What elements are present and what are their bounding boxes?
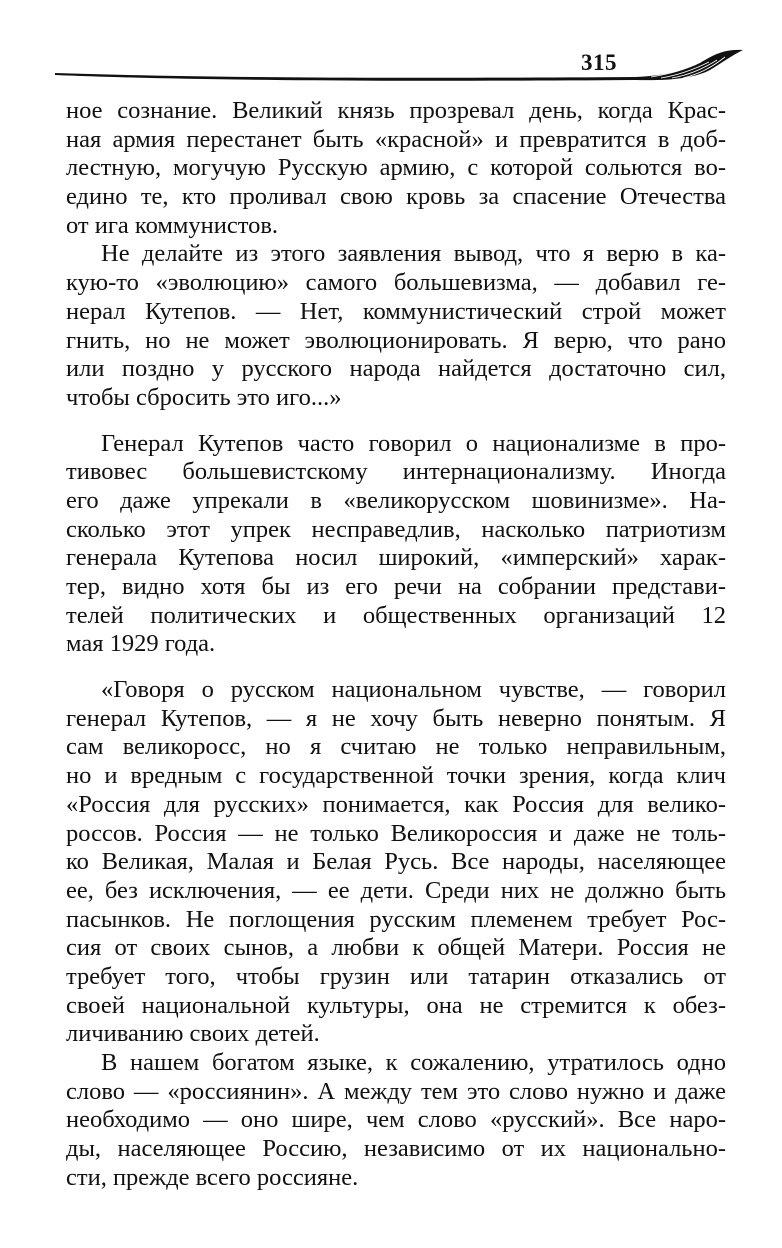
text-line: генерала Кутепова носил широкий, «имперский» харак- bbox=[66, 544, 726, 572]
text-line: сия от своих сынов, а любви к общей Матери. Россия не bbox=[66, 934, 726, 962]
text-line: личиванию своих детей. bbox=[66, 1020, 320, 1048]
text-line: «Россия для русских» понимается, как Россия для велико- bbox=[66, 790, 726, 818]
text-line: ды, населяющее Россию, независимо от их национально- bbox=[66, 1135, 726, 1163]
text-line: мая 1929 года. bbox=[66, 630, 216, 658]
text-line: ее, без исключения, — ее дети. Среди них не должно быть bbox=[66, 876, 726, 904]
body-text bbox=[66, 97, 726, 1192]
text-line: требует того, чтобы грузин или татарин отказались от bbox=[66, 962, 726, 990]
text-line: «Говоря о русском национальном чувстве, — говорил bbox=[101, 676, 726, 704]
text-line: сколько этот упрек несправедлив, насколько патриотизм bbox=[66, 515, 726, 543]
text-line: гнить, но не может эволюционировать. Я верю, что рано bbox=[66, 326, 726, 354]
page-header bbox=[55, 40, 745, 90]
text-line: своей национальной культуры, она не стремится к обез- bbox=[66, 991, 726, 1019]
text-line: пасынков. Не поглощения русским племенем требует Рос- bbox=[66, 905, 726, 933]
text-line: его даже упрекали в «великорусском шовинизме». На- bbox=[66, 486, 726, 514]
text-line: телей политических и общественных организаций 12 bbox=[66, 601, 726, 629]
text-line: лестную, могучую Русскую армию, с которой сольются во- bbox=[66, 154, 726, 182]
text-line: от ига коммунистов. bbox=[66, 211, 279, 239]
text-line: слово — «россиянин». А между тем это слово нужно и даже bbox=[66, 1077, 726, 1105]
text-line: ная армия перестанет быть «красной» и превратится в доб- bbox=[66, 125, 726, 153]
text-line: или поздно у русского народа найдется достаточно сил, bbox=[66, 355, 726, 383]
paragraph bbox=[66, 97, 726, 240]
text-line: генерал Кутепов, — я не хочу быть неверно понятым. Я bbox=[66, 704, 726, 732]
page-number: 315 bbox=[581, 50, 617, 75]
text-line: В нашем богатом языке, к сожалению, утратилось одно bbox=[101, 1049, 726, 1076]
text-line: сти, прежде всего россияне. bbox=[66, 1163, 359, 1191]
text-line: кую-то «эволюцию» самого большевизма, — добавил ге- bbox=[66, 269, 726, 297]
text-line: ное сознание. Великий князь прозревал день, когда Крас- bbox=[66, 97, 726, 124]
paragraph bbox=[66, 676, 726, 1049]
paragraph-gap bbox=[66, 659, 726, 676]
text-line: тер, видно хотя бы из его речи на собрании представи- bbox=[66, 573, 726, 600]
text-line: нерал Кутепов. — Нет, коммунистический строй может bbox=[66, 297, 726, 325]
text-line: едино те, кто проливал свою кровь за спасение Отечества bbox=[66, 183, 726, 211]
text-line: Не делайте из этого заявления вывод, что я верю в ка- bbox=[101, 240, 726, 268]
paragraph bbox=[66, 1049, 726, 1192]
text-line: тивовес большевистскому интернационализму. Иногда bbox=[66, 458, 726, 486]
text-line: россов. Россия — не только Великороссия и даже не толь- bbox=[66, 819, 726, 847]
text-line: чтобы сбросить это иго...» bbox=[66, 383, 342, 411]
paragraph-gap bbox=[66, 413, 726, 430]
text-line: Генерал Кутепов часто говорил о национализме в про- bbox=[101, 429, 726, 457]
text-line: необходимо — оно шире, чем слово «русский». Все наро- bbox=[66, 1106, 726, 1134]
text-line: но и вредным с государственной точки зрения, когда клич bbox=[66, 762, 726, 790]
text-line: сам великоросс, но я считаю не только неправильным, bbox=[66, 733, 726, 761]
header-rule-ornament bbox=[55, 40, 745, 90]
paragraph bbox=[66, 430, 726, 660]
paragraph bbox=[66, 240, 726, 412]
text-line: ко Великая, Малая и Белая Русь. Все народы, населяющее bbox=[66, 848, 726, 876]
